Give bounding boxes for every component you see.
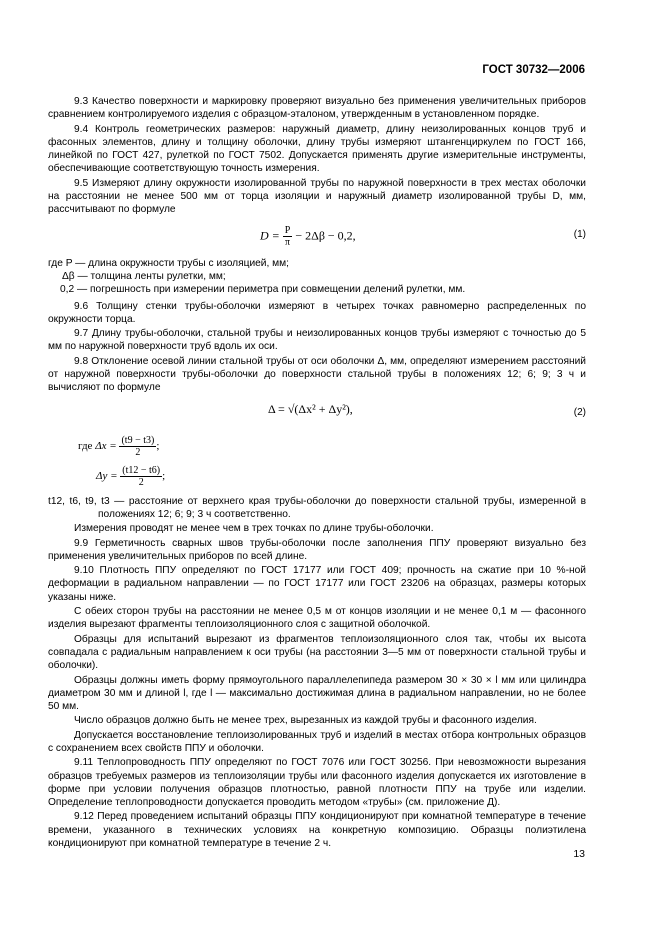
formula-2-dy-fraction [120,465,162,488]
document-body [48,95,586,851]
formula-2-dy-denominator: 2 [138,476,144,488]
formula-2-dy-lhs: Δy = [96,469,118,482]
paragraph-9-10-d: Образцы должны иметь форму прямоугольного параллелепипеда размером 30 × 30 × l мм или цилиндра диаметром 30 мм и длиной l, где l — максимально достижимая длина в радиальном направлении, но не более 50 мм. [48,674,586,713]
formula-2-dx-denominator: 2 [135,446,141,458]
formula-2 [48,401,586,431]
paragraph-9-8: 9.8 Отклонение осевой линии стальной трубы от оси оболочки Δ, мм, определяют измерением расстояний от наружной поверхности трубы-оболочки до поверхности стальной трубы в положениях 12; 6; 9; 3 ч и вычисляют по формуле [48,355,586,394]
paragraph-9-6: 9.6 Толщину стенки трубы-оболочки измеряют в четырех точках равномерно распределенных по окружности торца. [48,300,586,325]
paragraph-9-10-f: Допускается восстановление теплоизолированных труб и изделий в местах отбора контрольных образцов с сохранением всех свойств ППУ и оболочки. [48,729,586,754]
formula-2-delta-x: где Δx = $\frac{(t9 - t3)}{2}$ ; [78,434,160,458]
formula-1-def-delta-beta: Δβ — толщина ленты рулетки, мм; [62,270,226,282]
formula-2-dy-numerator: (t12 − t6) [122,464,161,476]
paragraph-9-8-note: Измерения проводят не менее чем в трех точках по длине трубы-оболочки. [74,523,434,535]
formula-2-number: (2) [573,406,586,418]
formula-2-expression: Δ = √(Δx² + Δy²), [268,401,353,416]
formula-2-definitions: t12, t6, t9, t3 — расстояние от верхнего края трубы-оболочки до поверхности стальной трубы, измеренной в положениях 12; 6; 9; 3 ч соответственно. [48,495,586,520]
formula-1-number: (1) [573,228,586,240]
formula-1-def-0-2: 0,2 — погрешность при измерении периметра при совмещении делений рулетки, мм. [60,284,466,296]
paragraph-9-5: 9.5 Измеряют длину окружности изолированной трубы по наружной поверхности в трех местах оболочки на расстоянии не менее 500 мм от торца изоляции и наружный диаметр изолированной трубы D, мм, рассчитывают по формуле [48,177,586,216]
formula-1-denominator: π [285,236,291,248]
paragraph-9-9: 9.9 Герметичность сварных швов трубы-оболочки после заполнения ППУ проверяют визуально без применения увеличительных приборов по всей длине. [48,537,586,562]
paragraph-9-10-c: Образцы для испытаний вырезают из фрагментов теплоизоляционного слоя так, чтобы их высота совпадала с радиальным направлением к оси трубы (на расстоянии 3—5 мм от поверхности стальной трубы и оболочки). [48,633,586,672]
paragraph-9-11: 9.11 Теплопроводность ППУ определяют по ГОСТ 7076 или ГОСТ 30256. При невозможности вырезания образцов требуемых размеров из теплоизоляции трубы или фасонного изделия допускается их изготовление в форме при условии получения образцов плотностью, равной плотности ППУ на трубе или изделии. Определение теплопроводности допускается проводить методом «трубы» (см. приложение Д). [48,757,586,809]
paragraph-9-10-e: Число образцов должно быть не менее трех, вырезанных из каждой трубы и фасонного изделия. [74,715,537,727]
paragraph-9-4: 9.4 Контроль геометрических размеров: наружный диаметр, длину неизолированных концов труб и фасонных элементов, длину и толщину оболочки, длину трубы измеряют штангенциркулем по ГОСТ 166, линейкой по ГОСТ 427, рулеткой по ГОСТ 7502. Допускается применять другие измерительные инструменты, обеспечивающие соответствующую точность измерения. [48,123,586,175]
document-header: ГОСТ 30732—2006 [482,64,585,76]
paragraph-9-10-b: С обеих сторон трубы на расстоянии не менее 0,5 м от концов изоляции и не менее 0,1 м — фасонного изделия вырезают фрагменты теплоизоляционного слоя с защитной оболочкой. [48,606,586,631]
formula-2-dx-numerator: (t9 − t3) [121,434,155,446]
formula-1 [48,223,586,253]
formula-1-numerator: P [284,224,291,236]
formula-2-dx-lhs: Δx = [95,439,117,452]
formula-1-fraction [283,225,293,248]
paragraph-9-3: 9.3 Качество поверхности и маркировку проверяют визуально без применения увеличительных приборов сравнением контролируемого изделия с образцом-эталоном, утвержденным в установленном порядке. [48,96,586,121]
formula-1-def-p: где P — длина окружности трубы с изоляцией, мм; [48,257,289,269]
paragraph-9-12: 9.12 Перед проведением испытаний образцы ППУ кондиционируют при комнатной температуре в течение времени, указанного в технических условиях на конкретную композицию. Образцы полиэтилена кондиционируют при комнатной температуре в течение 2 ч. [48,811,586,850]
formula-1-rest: − 2Δβ − 0,2, [295,227,356,242]
paragraph-9-10: 9.10 Плотность ППУ определяют по ГОСТ 17177 или ГОСТ 409; прочность на сжатие при 10 %-ной деформации в радиальном направлении — по ГОСТ 17177 или ГОСТ 23206 на образцах, размеры которых указаны ниже. [48,565,586,603]
formula-1-lhs: D = [260,227,280,242]
paragraph-9-7: 9.7 Длину трубы-оболочки, стальной трубы и неизолированных концов трубы измеряют с точностью до 5 мм по наружной поверхности труб вдоль их оси. [48,328,586,353]
page-number: 13 [573,848,585,860]
formula-2-delta-y: Δy = $\frac{(t12 - t6)}{2}$ ; [96,464,166,488]
formula-2-dx-fraction [119,435,156,458]
formula-1-expression [260,225,356,248]
formula-2-where-label: где [78,439,93,452]
